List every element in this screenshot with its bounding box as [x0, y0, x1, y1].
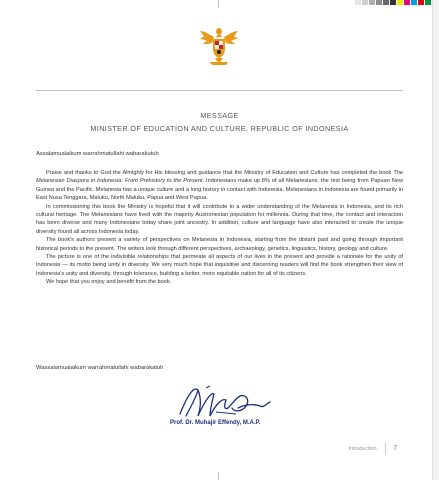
- page-edge: [432, 0, 439, 480]
- paragraph: In commissioning this book the Ministry is hopeful that it will contribute to a wider understanding of the Melanesia in Indonesia, and its rich cultural heritage. The Melanesians have lived with the majority Austronesian population for millennia. During that time, the contact and interaction has been diverse and many Indonesians today share joint ancestry. In addition, culture and language have also interacted to create the unique diversity found all across Indonesia today.: [36, 203, 403, 235]
- garuda-emblem-icon: [196, 24, 242, 70]
- footer-divider: [385, 443, 386, 455]
- paragraph: The picture is one of the indivisible relationships that permeate all aspects of our lives in the present and provide a rationale for the unity of Indonesia — its motto being unity in diversity. We very much hope that inquisitive and discerning readers will find the book strengthen their view of Indonesia's unity and diversity, through tolerance, building a better, more equitable nation for all of its citizens.: [36, 254, 403, 277]
- message-body: [36, 169, 403, 287]
- book-title: The Melanesian Diaspora in Indonesia: From Prehistory to the Present: [36, 170, 403, 185]
- closing-greeting: Wassalamualaikum warrahmatullahi wabarakatuh: [36, 365, 164, 371]
- page-footer: [348, 443, 397, 455]
- crop-mark: [218, 0, 219, 8]
- paragraph: We hope that you enjoy and benefit from the book.: [46, 279, 172, 286]
- message-heading: MESSAGE: [200, 111, 239, 120]
- paragraph: Praise and thanks to God the Almighty for His blessing and guidance that the Ministry of Education and Culture has completed the book The Melanesian Diaspora in Indonesia: From Prehistory to the Present. Indonesians make up 8% of all Melanesians, the rest being from Papuan New Guinea and the Pacific. Melanesia has a unique culture and a long history in contact with Indonesia. Melanesians in Indonesia are found primarily in East Nusa Tenggara, Maluku, North Maluku, Papua and West Papua.: [36, 170, 403, 202]
- minister-heading: MINISTER OF EDUCATION AND CULTURE, REPUBLIC OF INDONESIA: [90, 124, 349, 133]
- header-rule: [36, 90, 403, 91]
- page-number: 7: [393, 446, 397, 452]
- signer-name: Prof. Dr. Muhajir Effendy, M.A.P.: [170, 420, 261, 426]
- opening-greeting: Assalamualaikum warrahmatullahi wabarakutuh: [36, 151, 159, 157]
- handwritten-signature: [176, 384, 276, 420]
- paragraph: The book's authors present a variety of perspectives on Melanesia in Indonesia, starting from the distant past and going through important historical periods to the present. The writers look through different perspectives, archaeology, genetics, linguistics, history, geology and culture.: [36, 237, 403, 252]
- footer-section: Introduction: [348, 446, 377, 452]
- print-color-bar: [355, 0, 431, 5]
- crop-mark: [218, 472, 219, 480]
